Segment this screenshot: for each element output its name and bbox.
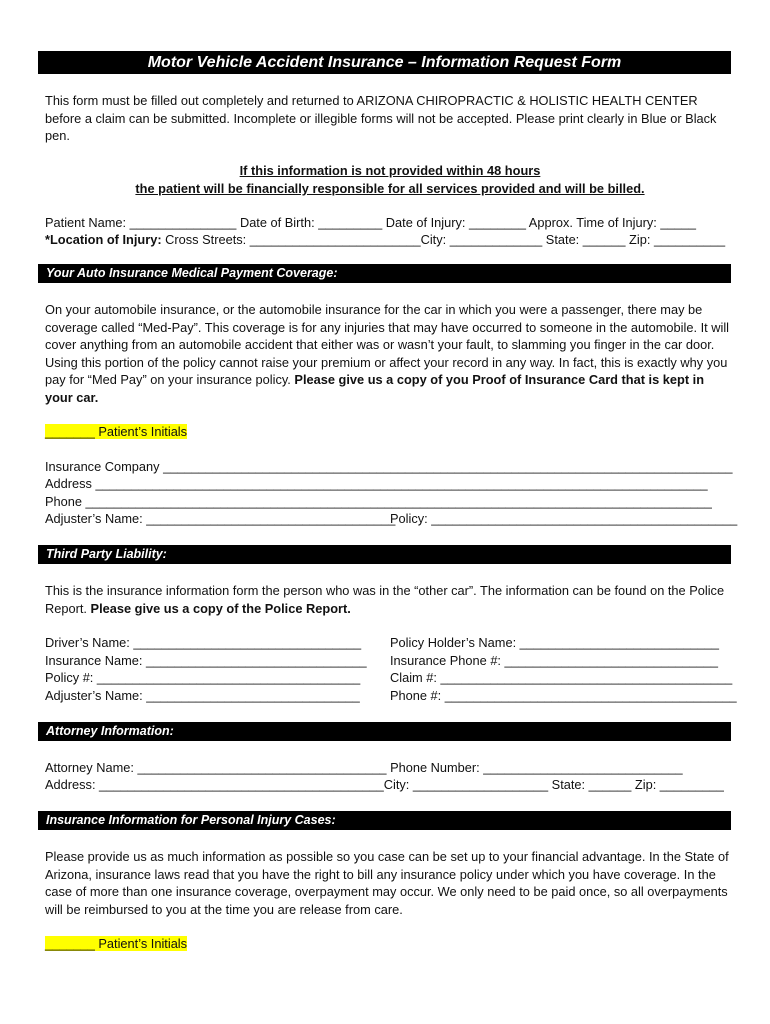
section-header-personal-injury: Insurance Information for Personal Injury Cases: [38, 811, 731, 830]
policy-holder-name-field[interactable]: Policy Holder’s Name: ____________________________ [390, 635, 719, 650]
patient-initials-auto-text[interactable]: _______ Patient’s Initials [45, 424, 188, 439]
adjuster-name-field[interactable]: Adjuster’s Name: ___________________________________ [45, 511, 396, 526]
personal-injury-paragraph: Please provide us as much information as possible so you case can be set up to your financial advantage. In the State of Arizona, insurance laws read that you have the right to bill any insurance policy under which you have coverage. In the case of more than one insurance coverage, overpayment may occur. We only need to be paid once, so all overpayments will be reimbursed to you at the time you are release from care. [45, 849, 729, 917]
third-party-bold-request: Please give us a copy of the Police Report. [90, 600, 351, 616]
intro-paragraph: This form must be filled out completely and returned to ARIZONA CHIROPRACTIC & HOLISTIC HEALTH CENTER before a claim can be submitted. Incomplete or illegible forms will not be accepted. Please print clearly in Blue or Black pen. [45, 93, 717, 144]
phone-field[interactable]: Phone ________________________________________________________________________________________ [45, 494, 712, 509]
patient-initials-personal[interactable] [45, 935, 187, 953]
policy-field[interactable]: Policy: ___________________________________________ [390, 511, 738, 526]
injury-location-fields[interactable]: Cross Streets: ________________________City: _____________ State: ______ Zip: __________ [161, 232, 726, 247]
med-pay-bold-request: Please give us a copy of you Proof of Insurance Card that is kept in your car. [45, 372, 705, 405]
third-party-text: This is the insurance information form the person who was in the “other car”. The information can be found on the Police Report. [45, 583, 725, 616]
med-pay-paragraph [45, 301, 735, 407]
attorney-name-phone-line[interactable]: Attorney Name: ___________________________________ Phone Number: ____________________________ [45, 760, 683, 775]
drivers-name-field[interactable]: Driver’s Name: ________________________________ [45, 635, 362, 650]
third-party-adjuster-field[interactable]: Adjuster’s Name: ______________________________ [45, 688, 360, 703]
warning-line-1: If this information is not provided within 48 hours [239, 163, 541, 178]
address-field[interactable]: Address ______________________________________________________________________________________ [45, 476, 708, 491]
patient-initials-auto[interactable] [45, 423, 187, 441]
patient-initials-personal-text[interactable]: _______ Patient’s Initials [45, 936, 188, 951]
attorney-address-line[interactable]: Address: ________________________________________City: ___________________ State: ______ Zip: _________ [45, 777, 724, 792]
third-party-policy-field[interactable]: Policy #: _____________________________________ [45, 670, 361, 685]
injury-location-label: *Location of Injury: [45, 232, 162, 247]
insurance-phone-field[interactable]: Insurance Phone #: ______________________________ [390, 653, 719, 668]
section-header-attorney: Attorney Information: [38, 722, 731, 741]
insurance-company-field[interactable]: Insurance Company ________________________________________________________________________________ [45, 459, 733, 474]
warning-line-2: the patient will be financially responsible for all services provided and will be billed. [135, 181, 645, 196]
section-header-third-party: Third Party Liability: [38, 545, 731, 564]
patient-info-line[interactable]: Patient Name: _______________ Date of Birth: _________ Date of Injury: ________ Approx. Time of Injury: _____ [45, 215, 696, 230]
third-party-phone-field[interactable]: Phone #: _________________________________________ [390, 688, 737, 703]
section-header-auto-insurance: Your Auto Insurance Medical Payment Coverage: [38, 264, 731, 283]
claim-number-field[interactable]: Claim #: _________________________________________ [390, 670, 733, 685]
insurance-name-field[interactable]: Insurance Name: _______________________________ [45, 653, 367, 668]
third-party-paragraph [45, 582, 735, 617]
med-pay-text: On your automobile insurance, or the automobile insurance for the car in which you were a passenger, there may be coverage called “Med-Pay”. This coverage is for any injuries that may have occurred to someone in the automobile. It will cover anything from an automobile accident that either was or wasn’t your fault, to slamming you finger in the car door. Using this portion of the policy cannot raise your premium or affect your record in any way. In fact, this is exactly why you pay for “Med Pay” on your insurance policy. [45, 302, 730, 388]
form-title: Motor Vehicle Accident Insurance – Information Request Form [38, 51, 731, 74]
injury-location-line[interactable] [45, 231, 725, 249]
